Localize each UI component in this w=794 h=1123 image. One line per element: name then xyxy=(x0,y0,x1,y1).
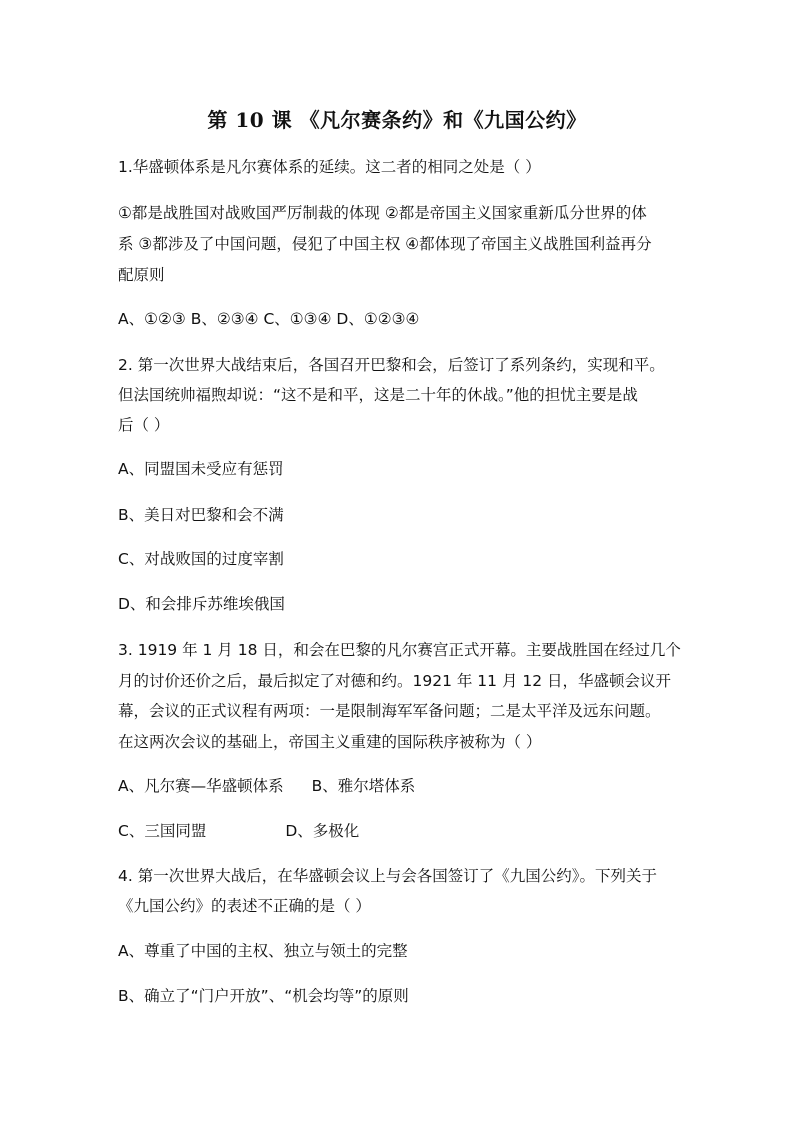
question-2-stem-line-3: 后（ ） xyxy=(118,416,170,434)
question-2-stem-line-2: 但法国统帅福煦却说：“这不是和平，这是二十年的休战。”他的担忧主要是战 xyxy=(118,386,638,404)
lesson-title: 第 10 课 《凡尔赛条约》和《九国公约》 xyxy=(207,108,587,132)
question-4-stem-line-2: 《九国公约》的表述不正确的是（ ） xyxy=(118,897,371,915)
question-3-choice-d: D、多极化 xyxy=(285,822,360,840)
question-4-choice-b: B、确立了“门户开放”、“机会均等”的原则 xyxy=(118,987,409,1005)
question-2-choice-d: D、和会排斥苏维埃俄国 xyxy=(118,595,285,613)
question-1-option-line-2: 系 ③都涉及了中国问题，侵犯了中国主权 ④都体现了帝国主义战胜国利益再分 xyxy=(118,235,652,253)
question-1-option-line-1: ①都是战胜国对战败国严厉制裁的体现 ②都是帝国主义国家重新瓜分世界的体 xyxy=(118,204,647,222)
question-2-choice-b: B、美日对巴黎和会不满 xyxy=(118,506,284,524)
question-2-choice-c: C、对战败国的过度宰割 xyxy=(118,550,284,568)
question-3-stem-line-3: 幕，会议的正式议程有两项：一是限制海军军备问题；二是太平洋及远东问题。 xyxy=(118,702,661,720)
question-4-choice-a: A、尊重了中国的主权、独立与领土的完整 xyxy=(118,942,408,960)
question-3-stem-line-2: 月的讨价还价之后，最后拟定了对德和约。1921 年 11 月 12 日，华盛顿会议开 xyxy=(118,672,672,690)
question-1-stem: 1.华盛顿体系是凡尔赛体系的延续。这二者的相同之处是（ ） xyxy=(118,158,541,176)
question-3-choices-row-2 xyxy=(118,821,688,841)
question-3-choices-row-1 xyxy=(118,776,688,796)
question-1-choices: A、①②③ B、②③④ C、①③④ D、①②③④ xyxy=(118,310,420,328)
question-4-stem-line-1: 4. 第一次世界大战后，在华盛顿会议上与会各国签订了《九国公约》。下列关于 xyxy=(118,867,657,885)
question-1-option-line-3: 配原则 xyxy=(118,266,165,284)
question-3-choice-a: A、凡尔赛—华盛顿体系 xyxy=(118,777,284,795)
question-2-choice-a: A、同盟国未受应有惩罚 xyxy=(118,460,284,478)
question-2-stem-line-1: 2. 第一次世界大战结束后，各国召开巴黎和会，后签订了系列条约，实现和平。 xyxy=(118,356,665,374)
question-3-choice-c: C、三国同盟 xyxy=(118,822,207,840)
question-3-choice-b: B、雅尔塔体系 xyxy=(311,777,416,795)
question-3-stem-line-4: 在这两次会议的基础上，帝国主义重建的国际秩序被称为（ ） xyxy=(118,733,542,751)
question-3-stem-line-1: 3. 1919 年 1 月 18 日，和会在巴黎的凡尔赛宫正式开幕。主要战胜国在经过几个 xyxy=(118,641,681,659)
